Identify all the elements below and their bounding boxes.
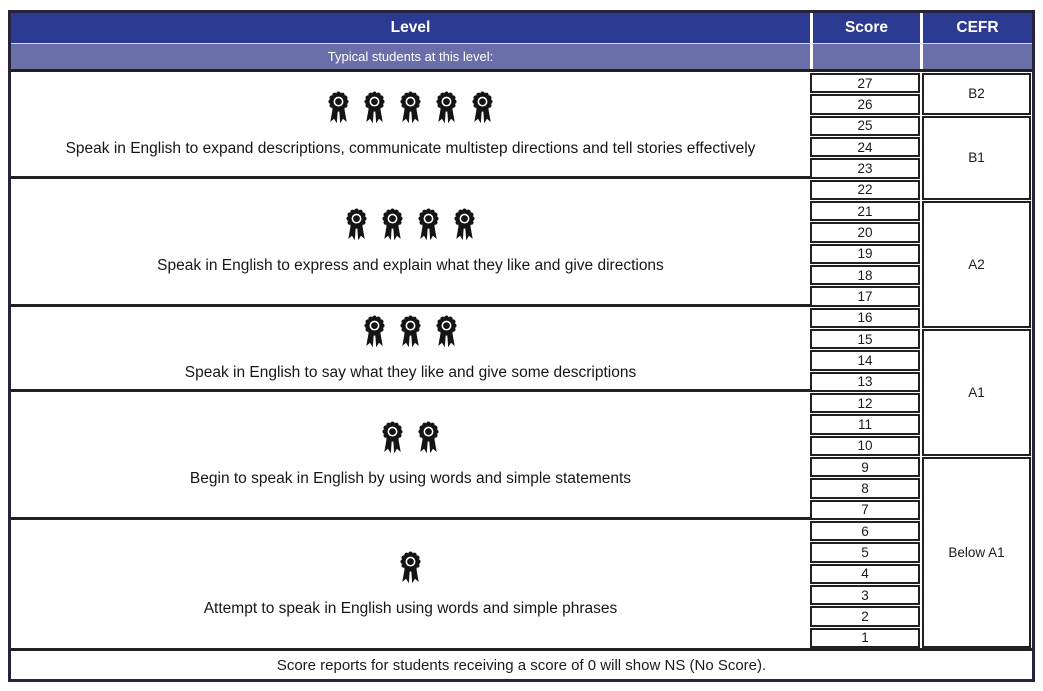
cefr-band-cell: A2 <box>922 201 1031 328</box>
badge-group <box>361 314 460 348</box>
score-cell: 17 <box>810 286 920 306</box>
award-rosette-icon <box>433 90 460 124</box>
table-header-row <box>11 13 1032 43</box>
score-cell: 7 <box>810 500 920 520</box>
score-cell: 21 <box>810 201 920 221</box>
speaking-score-table <box>8 10 1035 682</box>
award-rosette-icon <box>397 314 424 348</box>
level-row <box>11 179 810 307</box>
subheader-label: Typical students at this level: <box>327 49 494 64</box>
score-cell: 5 <box>810 542 920 562</box>
score-cell: 22 <box>810 180 920 200</box>
cefr-band-cell: A1 <box>922 329 1031 456</box>
level-description: Speak in English to say what they like and give some descriptions <box>184 363 637 381</box>
score-cell: 3 <box>810 585 920 605</box>
score-cell: 18 <box>810 265 920 285</box>
score-cell: 15 <box>810 329 920 349</box>
cefr-band-cell: Below A1 <box>922 457 1031 648</box>
table-subheader-row <box>11 43 1032 72</box>
award-rosette-icon <box>433 314 460 348</box>
score-cell: 27 <box>810 73 920 93</box>
badge-group <box>343 207 478 241</box>
header-score: Score <box>810 13 920 43</box>
cefr-band-cell: B1 <box>922 116 1031 200</box>
cefr-band-cell: B2 <box>922 73 1031 115</box>
score-cell: 10 <box>810 436 920 456</box>
badge-group <box>325 90 496 124</box>
score-cell: 2 <box>810 606 920 626</box>
header-level: Level <box>390 19 431 36</box>
award-rosette-icon <box>325 90 352 124</box>
award-rosette-icon <box>379 420 406 454</box>
subheader-score-spacer <box>810 44 920 69</box>
award-rosette-icon <box>397 550 424 584</box>
table-body <box>11 72 1032 648</box>
score-cell: 12 <box>810 393 920 413</box>
score-cell: 11 <box>810 414 920 434</box>
badge-group <box>397 550 424 584</box>
score-cell: 16 <box>810 308 920 328</box>
score-cell: 20 <box>810 222 920 242</box>
score-cell: 25 <box>810 116 920 136</box>
score-cell: 1 <box>810 628 920 648</box>
award-rosette-icon <box>469 90 496 124</box>
header-cefr: CEFR <box>920 13 1032 43</box>
level-row <box>11 392 810 520</box>
award-rosette-icon <box>415 420 442 454</box>
level-row <box>11 307 810 392</box>
award-rosette-icon <box>361 90 388 124</box>
score-cell: 13 <box>810 372 920 392</box>
award-rosette-icon <box>361 314 388 348</box>
award-rosette-icon <box>415 207 442 241</box>
level-description: Speak in English to express and explain what they like and give directions <box>157 256 664 274</box>
score-cell: 4 <box>810 564 920 584</box>
level-description: Attempt to speak in English using words and simple phrases <box>203 599 618 617</box>
score-cell: 23 <box>810 158 920 178</box>
award-rosette-icon <box>379 207 406 241</box>
level-description: Begin to speak in English by using words and simple statements <box>189 470 632 488</box>
level-row <box>11 72 810 179</box>
score-cell: 24 <box>810 137 920 157</box>
score-cell: 9 <box>810 457 920 477</box>
award-rosette-icon <box>451 207 478 241</box>
score-cell: 14 <box>810 350 920 370</box>
score-cell: 19 <box>810 244 920 264</box>
level-description: Speak in English to expand descriptions, communicate multistep directions and tell stories effectively <box>65 139 756 157</box>
level-row <box>11 520 810 648</box>
subheader-cefr-spacer <box>920 44 1032 69</box>
badge-group <box>379 420 442 454</box>
score-cell: 26 <box>810 94 920 114</box>
table-footer-note: Score reports for students receiving a score of 0 will show NS (No Score). <box>11 648 1032 679</box>
score-cell: 6 <box>810 521 920 541</box>
award-rosette-icon <box>397 90 424 124</box>
score-cell: 8 <box>810 478 920 498</box>
award-rosette-icon <box>343 207 370 241</box>
